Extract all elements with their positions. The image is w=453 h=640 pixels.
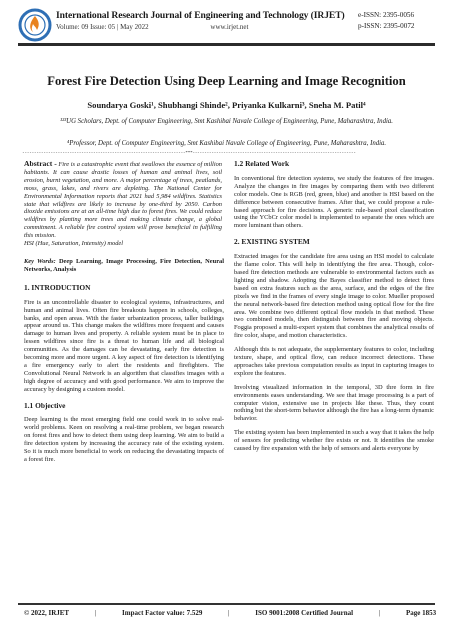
footer-divider-bar: | [228,609,230,617]
page-footer [24,609,437,617]
footer-copyright: © 2022, IRJET [24,609,70,617]
journal-website-link[interactable]: www.irjet.net [210,23,249,31]
paper-authors: Soundarya Goski¹, Shubhangi Shinde², Priyanka Kulkarni³, Sneha M. Patil⁴ [87,100,366,110]
volume-issue-row [56,23,248,31]
abstract-text: Fire is a catastrophic event that swallows the essence of million habitants. It can cause drastic losses of human and animal lives, soil erosion, burnt vegetation, and more. A major percentage of trees, peatlands, moss, grass, lakes, and rivers are depleting. The National Center for Environmental Information reports that 2021 had 5,984 wildfires. Statistics state that wildfires are likely to increase by one-third by 2050. Carbon dioxide emissions are at an all-time high due to forest fires. We could reduce wildfires by planting more trees and making climate change, a global commitment. A reliable fire control system will prove beneficial in fulfilling this mission. [24,161,222,240]
keywords-list: Deep Learning, Image Processing, Fire Detection, Neural Networks, Analysis [24,257,224,273]
footer-impact-factor: Impact Factor value: 7.529 [122,609,203,617]
journal-title: International Research Journal of Engineering and Technology (IRJET) [56,10,345,21]
pissn: p-ISSN: 2395-0072 [358,22,415,30]
section-separator: ---------------------------------------------------------------------***--------------------------------------------------------------------- [22,151,356,156]
affiliation-professor: ⁴Professor, Dept. of Computer Engineering, Smt Kashibai Navale College of Engineering, Pune, Maharashtra, India. [66,140,387,147]
keywords-label: Key Words: [24,257,56,265]
irjet-logo-icon [18,8,52,42]
affiliation-students: ¹²³UG Scholars, Dept. of Computer Engineering, Smt Kashibai Navale College of Engineering, Pune, Maharashtra, India. [60,118,393,125]
keywords [24,258,224,274]
existing-paragraph-1: Extracted images for the candidate fire area using an HSI model to calculate the flame color. This will help in identifying the fire area. Though, color-based fire detection methods are vulnerable to environmental factors such as lighting and shadow. Adopting the Bayes classifier method to detect fires based on extra features such as the area, surface, and the edges of the fire pixels we find in the frames of every single image to color. Mueller proposed the neural network-based fire detection method using optical flow for the fire area. We combine two different optical flow models in that method. These two combined models, then distinguish between fire and moving objects. Foggia proposed a multi-expert system that combines the analytical results of fire color, shape, and motion characteristics. [234,253,434,340]
related-work-paragraph: In conventional fire detection systems, we study the features of fire images. Analyze the changes in fire images by comparing them with two different color models. One is RGB (red, green, blue) and another is HSI based on the difference between consecutive frames. After that, we could propose a rule-based approach for fire decisions. A generic rule-based pixel classification using the YCbCr color model is implemented to separate the ones which are more luminant than others. [234,174,434,230]
abstract-label: Abstract - [24,159,57,168]
footer-divider-bar: | [378,609,381,617]
left-column [24,160,224,470]
eissn: e-ISSN: 2395-0056 [358,11,415,19]
journal-header [0,0,453,56]
footer-divider [18,603,435,605]
existing-paragraph-2: Although this is not adequate, the supplementary features to color, including texture, shape, and optical flow, can reduce incorrect detections. These approaches take previous computation results as input in capturing images to explore the features. [234,346,434,377]
header-divider [18,43,435,46]
heading-related-work: 1.2 Related Work [234,159,290,168]
right-column [234,160,434,459]
abstract-extra: HSI (Hue, Saturation, Intensity) model [24,240,124,248]
footer-page-number: Page 1853 [406,609,437,617]
heading-objective: 1.1 Objective [24,400,66,410]
existing-paragraph-3: Involving visualized information in the temporal, 3D thre form in fire environments eases understanding. We see that image processing is a part of computer vision, extensive use in projects like these. Thus, they count nothing but the short-term behavior although the fire has a long-term dynamic behavior. [234,383,434,423]
heading-existing-system: 2. EXISTING SYSTEM [234,237,310,247]
intro-paragraph: Fire is an uncontrollable disaster to ecological systems, infrastructures, and human and animal lives. Often fire breakouts happen in schools, colleges, banks, and open areas. With the faster urbanization process, taller buildings appear around us. This change makes the wildfires more frequent and causes damage to human lives and property. A reliable system must be in place to lessen wildfires since fire is a threat to human life and all biological communities. As the damages can be devastating, early fire detection is becoming more and more urgent. A key aspect of fire detection is identifying a fire emergency early to alert the residents and firefighters. The Convolutional Neural Network is an algorithm that classifies images with a high degree of accuracy and with good performance. We aim to improve the accuracy by designing a custom model. [24,298,224,393]
volume-issue: Volume: 09 Issue: 05 | May 2022 [56,23,149,31]
objective-paragraph: Deep learning is the most emerging field one could work in to solve real-world problems. Keen on resolving a real-time problem, we began research on forest fires and how to detect them using deep learning. We aim to build a fire detection system by increasing the accuracy rate of the existing system. So it is much more beneficial to work on reducing the devastating impacts of a forest fire. [24,416,224,463]
footer-iso: ISO 9001:2008 Certified Journal [255,609,354,617]
footer-divider-bar: | [94,609,97,617]
paper-title: Forest Fire Detection Using Deep Learning and Image Recognition [47,74,406,88]
heading-introduction: 1. INTRODUCTION [24,282,91,292]
existing-paragraph-4: The existing system has been implemented in such a way that it takes the help of sensors for predicting whether fire exists or not. It identifies the smoke caused by fire expansion with the help of sensors and alerts everyone by [234,429,434,453]
abstract [24,160,224,250]
